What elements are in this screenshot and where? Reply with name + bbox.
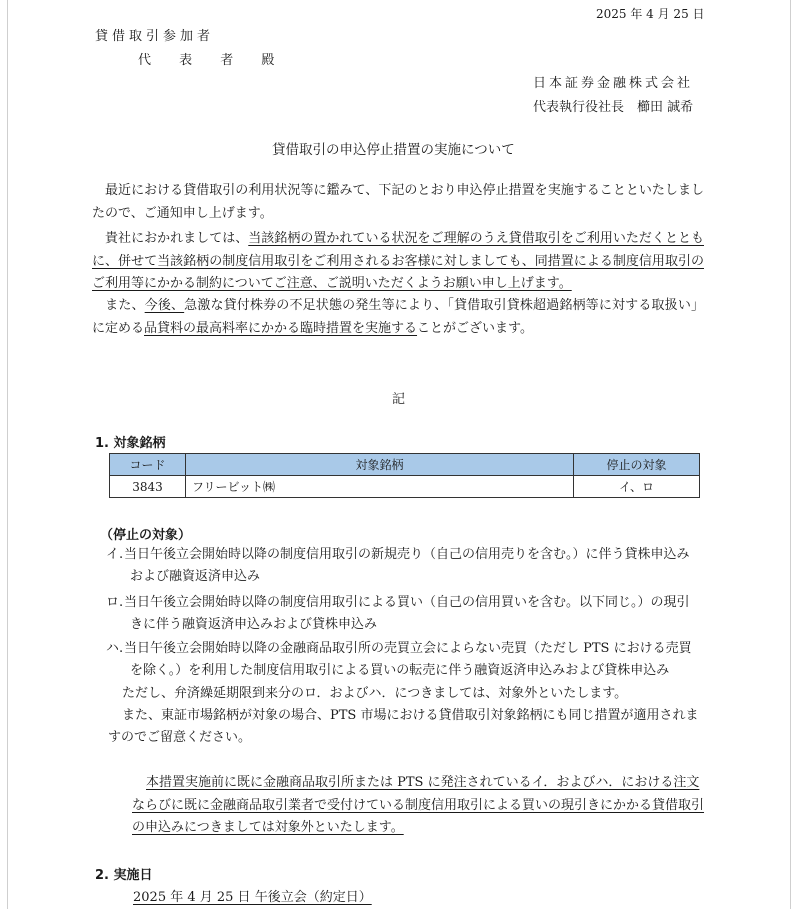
exception-note: ただし、弁済繰延期限到来分のロ．およびハ．につきましては、対象外といたします。 bbox=[122, 686, 628, 701]
item-text: 当日午後立会開始時以降の制度信用取引の新規売り（自己の信用売りを含む。）に伴う貸株申込み bbox=[124, 547, 690, 562]
cell-stock-name: フリービット㈱ bbox=[186, 476, 574, 498]
table-header-row bbox=[110, 454, 700, 476]
section1-heading: 1. 対象銘柄 bbox=[95, 436, 166, 451]
issuer-name: 日本証券金融株式会社 bbox=[533, 76, 694, 91]
column-header-stock: 対象銘柄 bbox=[186, 454, 574, 476]
column-header-stop-target: 停止の対象 bbox=[574, 454, 700, 476]
paragraph-request bbox=[92, 228, 704, 296]
stop-target-item-ro bbox=[106, 592, 704, 636]
p3-tail: ことがございます。 bbox=[417, 320, 533, 336]
page-border-left bbox=[7, 0, 8, 909]
ki-marker: 記 bbox=[392, 392, 406, 407]
item-marker: ハ. bbox=[106, 641, 124, 656]
sender-name: 代表執行役社長 櫛田 誠希 bbox=[533, 100, 694, 115]
column-header-code: コード bbox=[110, 454, 186, 476]
item-text: 当日午後立会開始時以降の金融商品取引所の売買立会によらない売買（ただし PTS における売買 bbox=[124, 641, 692, 656]
item-text-cont: きに伴う融資返済申込みおよび貸株申込み bbox=[130, 617, 378, 632]
p3-lead: また、 bbox=[92, 298, 145, 313]
item-text-cont: および融資返済申込み bbox=[130, 569, 261, 584]
cell-code: 3843 bbox=[110, 476, 186, 498]
addressee-line1: 貸借取引参加者 bbox=[95, 29, 215, 44]
target-stock-table bbox=[109, 453, 700, 498]
cell-stop-target: イ、ロ bbox=[574, 476, 700, 498]
addressee-line2: 代 表 者 殿 bbox=[138, 53, 276, 68]
document-title: 貸借取引の申込停止措置の実施について bbox=[272, 142, 515, 158]
stop-target-item-i bbox=[106, 544, 704, 588]
paragraph-request-underlined: 当該銘柄の置かれている状況をご理解のうえ貸借取引をご利用いただくとともに、併せて当該銘柄の制度信用取引をご利用されるお客様に対しましても、同措置による制度信用取引のご利用等にかかる制約についてご注意、ご説明いただくようお願い申し上げます。 bbox=[92, 231, 704, 291]
item-text: 当日午後立会開始時以降の制度信用取引による買い（自己の信用買いを含む。以下同じ。）の現引 bbox=[124, 595, 690, 610]
p3-mid: 急激な貸付株券の不足状態の発生等により、「貸借取引貸株超過銘柄等に対する取扱い」に定める bbox=[92, 298, 704, 336]
pts-note: また、東証市場銘柄が対象の場合、PTS 市場における貸借取引対象銘柄にも同じ措置が適用されますのでご留意ください。 bbox=[108, 708, 699, 745]
paragraph-request-lead: 貴社におかれましては、 bbox=[92, 231, 249, 246]
prior-order-note: 本措置実施前に既に金融商品取引所または PTS に発注されているイ．およびハ．における注文ならびに既に金融商品取引業者で受付けている制度信用取引による買いの現引きにかかる貸借取引の申込みにつきましては対象外といたします。 bbox=[132, 775, 705, 835]
p3-underlined-1: 今後、 bbox=[144, 298, 185, 313]
document-date: 2025 年 4 月 25 日 bbox=[596, 7, 705, 21]
item-text-cont: を除く。）を利用した制度信用取引による買いの転売に伴う融資返済申込みおよび貸株申込み bbox=[130, 663, 670, 678]
stop-targets-heading: （停止の対象） bbox=[100, 528, 192, 543]
table-row bbox=[110, 476, 700, 498]
item-marker: ロ. bbox=[106, 595, 124, 610]
implementation-date: 2025 年 4 月 25 日 午後立会（約定日） bbox=[133, 890, 372, 905]
section2-heading: 2. 実施日 bbox=[95, 868, 153, 883]
p3-underlined-2: 品貸料の最高料率にかかる臨時措置を実施する bbox=[144, 320, 418, 336]
paragraph-intro: 最近における貸借取引の利用状況等に鑑みて、下記のとおり申込停止措置を実施することといたしましたので、ご通知申し上げます。 bbox=[92, 183, 704, 221]
paragraph-future-measure bbox=[92, 295, 704, 340]
stop-target-item-ha bbox=[106, 638, 704, 682]
item-marker: イ. bbox=[106, 547, 124, 562]
page-border-right bbox=[790, 0, 791, 909]
